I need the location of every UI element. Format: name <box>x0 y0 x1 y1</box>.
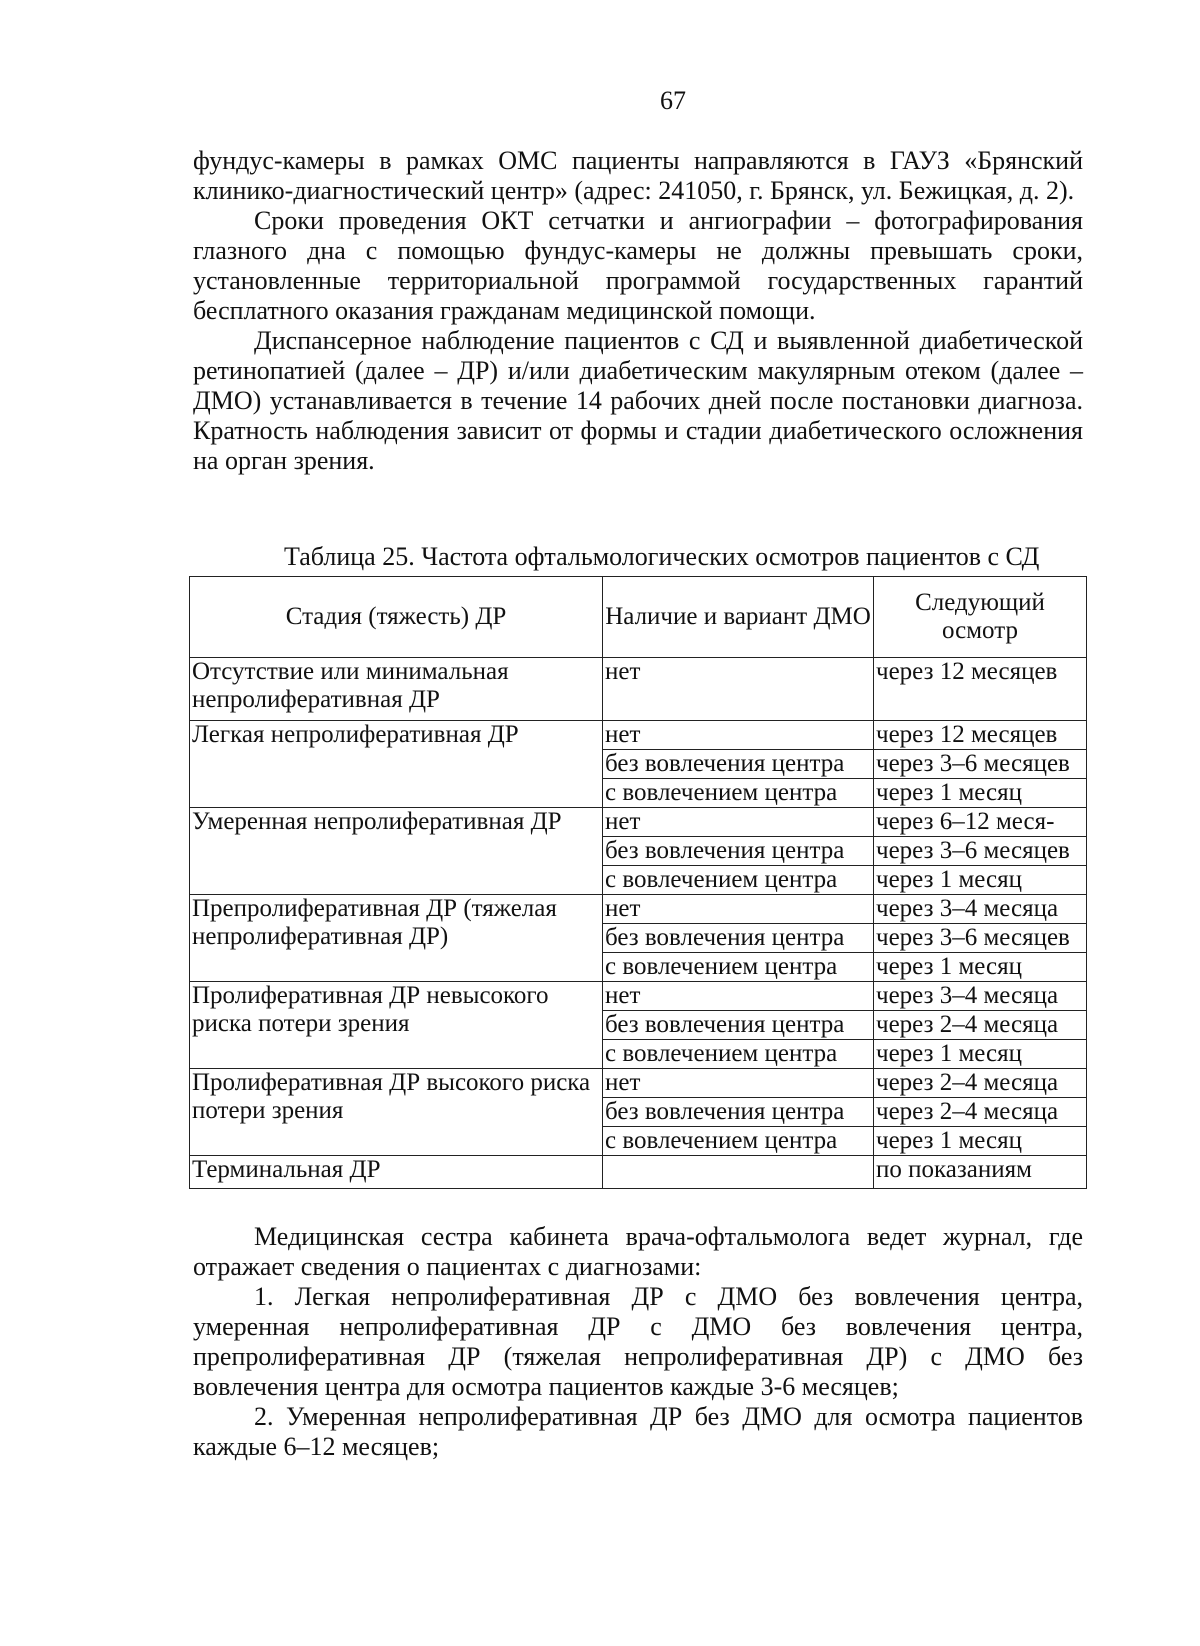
dmo-option: с вовлечением центра <box>605 866 838 893</box>
table-row <box>190 895 1087 982</box>
next-exam-option: через 1 месяц <box>876 953 1022 980</box>
table-row <box>190 982 1087 1069</box>
table-row <box>190 808 1087 895</box>
exam-frequency-table <box>189 576 1087 1189</box>
next-exam-cell: через 12 месяцев <box>874 658 1087 721</box>
next-exam-option: через 3–4 месяца <box>874 982 1086 1011</box>
table-row <box>190 721 1087 808</box>
stage-cell: Пролиферативная ДР высокого риска потери зрения <box>190 1069 603 1156</box>
dmo-option: с вовлечением центра <box>605 779 838 806</box>
next-exam-option: через 2–4 месяца <box>874 1098 1086 1127</box>
header-dmo: Наличие и вариант ДМО <box>603 577 874 658</box>
next-exam-cell: по показаниям <box>874 1156 1087 1189</box>
dmo-option: нет <box>603 808 873 837</box>
stage-cell: Пролиферативная ДР невысокого риска потери зрения <box>190 982 603 1069</box>
dmo-cell <box>603 895 874 982</box>
next-exam-option: через 3–6 месяцев <box>874 924 1086 953</box>
dmo-option: нет <box>603 895 873 924</box>
stage-cell: Умеренная непролиферативная ДР <box>190 808 603 895</box>
next-exam-option: через 1 месяц <box>876 779 1022 806</box>
next-exam-cell <box>874 808 1087 895</box>
dmo-option: без вовлечения центра <box>603 837 873 866</box>
dmo-cell <box>603 982 874 1069</box>
next-exam-option: через 3–4 месяца <box>874 895 1086 924</box>
stage-cell: Отсутствие или минимальная непролиферативная ДР <box>190 658 603 721</box>
next-exam-cell <box>874 721 1087 808</box>
next-exam-option: через 3–6 месяцев <box>874 750 1086 779</box>
list-item: 2. Умеренная непролиферативная ДР без ДМО для осмотра пациентов каждые 6–12 месяцев; <box>193 1402 1083 1461</box>
next-exam-option: через 3–6 месяцев <box>874 837 1086 866</box>
next-exam-option: через 6–12 меся- <box>874 808 1086 837</box>
table-row <box>190 658 1087 721</box>
page-number: 67 <box>660 86 686 115</box>
next-exam-cell <box>874 982 1087 1069</box>
stage-cell: Легкая непролиферативная ДР <box>190 721 603 808</box>
next-exam-option: через 1 месяц <box>876 866 1022 893</box>
next-exam-option: через 1 месяц <box>876 1127 1022 1154</box>
dmo-cell <box>603 808 874 895</box>
next-exam-option: через 2–4 месяца <box>874 1069 1086 1098</box>
next-exam-option: через 12 месяцев <box>874 721 1086 750</box>
intro-text <box>193 146 1083 476</box>
closing-text <box>193 1222 1083 1462</box>
dmo-option: без вовлечения центра <box>603 924 873 953</box>
table-caption: Таблица 25. Частота офтальмологических осмотров пациентов с СД <box>284 542 1040 571</box>
list-item: 1. Легкая непролиферативная ДР с ДМО без вовлечения центра, умеренная непролиферативная ДР с ДМО без вовлечения центра, препролиферативная ДР (тяжелая непролиферативная ДР) с ДМО без вовлечения центра для осмотра пациентов каждые 3-6 месяцев; <box>193 1282 1083 1401</box>
dmo-cell: нет <box>603 658 874 721</box>
dmo-cell <box>603 721 874 808</box>
table-header-row <box>190 577 1087 658</box>
next-exam-cell <box>874 895 1087 982</box>
dmo-option: с вовлечением центра <box>605 1127 838 1154</box>
next-exam-option: через 2–4 месяца <box>874 1011 1086 1040</box>
dmo-option: нет <box>603 1069 873 1098</box>
dmo-option: нет <box>603 982 873 1011</box>
paragraph-oct-terms: Сроки проведения ОКТ сетчатки и ангиографии – фотографирования глазного дна с помощью фундус-камеры не должны превышать сроки, установленные территориальной программой государственных гарантий бесплатного оказания гражданам медицинской помощи. <box>193 206 1083 325</box>
dmo-cell <box>603 1069 874 1156</box>
paragraph-dispensary: Диспансерное наблюдение пациентов с СД и выявленной диабетической ретинопатией (далее – ДР) и/или диабетическим макулярным отеком (далее – ДМО) устанавливается в течение 14 рабочих дней после постановки диагноза. Кратность наблюдения зависит от формы и стадии диабетического осложнения на орган зрения. <box>193 326 1083 475</box>
paragraph-continuation: фундус-камеры в рамках ОМС пациенты направляются в ГАУЗ «Брянский клинико-диагностический центр» (адрес: 241050, г. Брянск, ул. Бежицкая, д. 2). <box>193 146 1083 205</box>
dmo-option: без вовлечения центра <box>603 1011 873 1040</box>
dmo-option: без вовлечения центра <box>603 750 873 779</box>
dmo-option: без вовлечения центра <box>603 1098 873 1127</box>
stage-cell: Препролиферативная ДР (тяжелая непролиферативная ДР) <box>190 895 603 982</box>
table-row <box>190 1156 1087 1189</box>
header-next-exam: Следующий осмотр <box>874 577 1087 658</box>
dmo-option: с вовлечением центра <box>605 953 838 980</box>
dmo-option: с вовлечением центра <box>605 1040 838 1067</box>
table-row <box>190 1069 1087 1156</box>
dmo-option: нет <box>603 721 873 750</box>
paragraph-nurse-journal: Медицинская сестра кабинета врача-офтальмолога ведет журнал, где отражает сведения о пациентах с диагнозами: <box>193 1222 1083 1281</box>
header-stage: Стадия (тяжесть) ДР <box>190 577 603 658</box>
next-exam-cell <box>874 1069 1087 1156</box>
dmo-cell <box>603 1156 874 1189</box>
stage-cell: Терминальная ДР <box>190 1156 603 1189</box>
next-exam-option: через 1 месяц <box>876 1040 1022 1067</box>
